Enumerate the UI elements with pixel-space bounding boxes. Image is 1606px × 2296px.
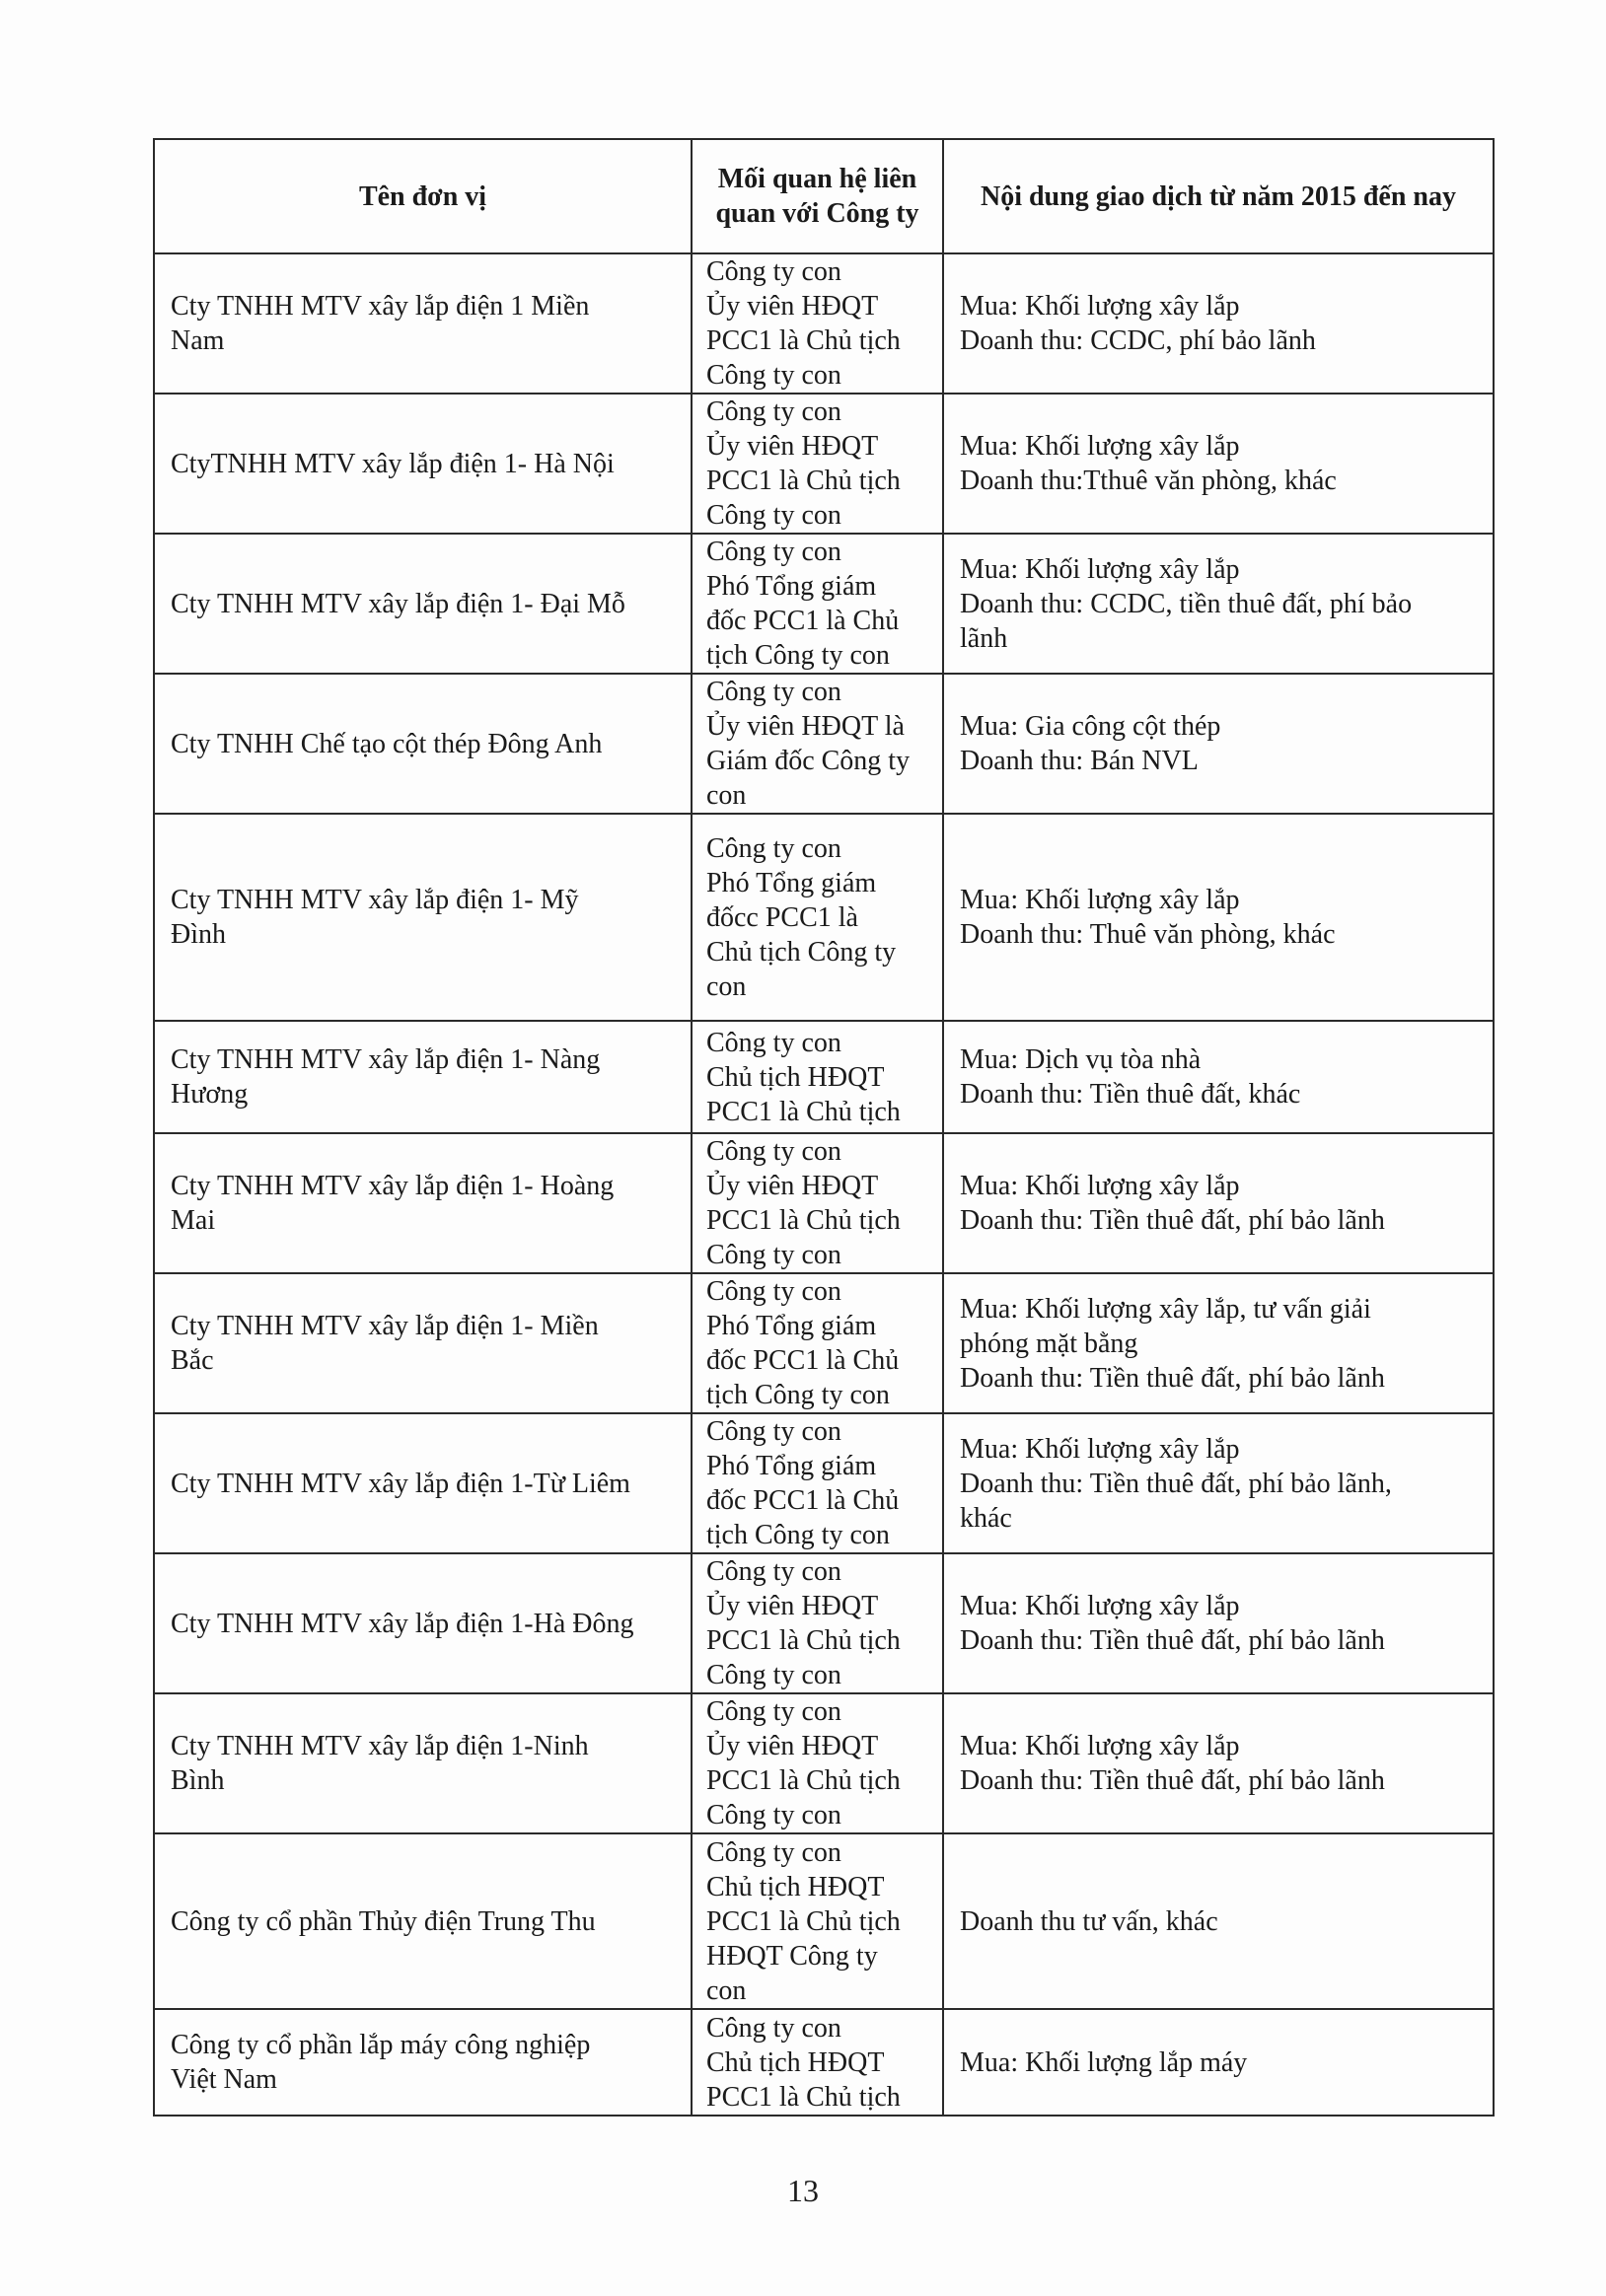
cell-relationship: Công ty con Ủy viên HĐQT PCC1 là Chủ tịch Công ty con [692,1693,943,1833]
cell-transaction: Mua: Khối lượng xây lắp Doanh thu:Tthuê văn phòng, khác [943,394,1494,534]
table-row [154,534,1494,674]
cell-transaction: Mua: Khối lượng xây lắp, tư vấn giải phóng mặt bằng Doanh thu: Tiền thuê đất, phí bảo lãnh [943,1273,1494,1413]
cell-relationship: Công ty con Ủy viên HĐQT PCC1 là Chủ tịch Công ty con [692,394,943,534]
cell-relationship: Công ty con Ủy viên HĐQT PCC1 là Chủ tịch Công ty con [692,1553,943,1693]
cell-transaction: Doanh thu tư vấn, khác [943,1833,1494,2009]
cell-relationship: Công ty con Chủ tịch HĐQT PCC1 là Chủ tịch [692,2009,943,2116]
table-row [154,394,1494,534]
cell-unit-name: Cty TNHH MTV xây lắp điện 1-Ninh Bình [154,1693,692,1833]
table-row [154,1553,1494,1693]
cell-unit-name: Cty TNHH MTV xây lắp điện 1- Miền Bắc [154,1273,692,1413]
table-row [154,2009,1494,2116]
cell-relationship: Công ty con Phó Tổng giám đốcc PCC1 là Chủ tịch Công ty con [692,814,943,1021]
cell-unit-name: Cty TNHH MTV xây lắp điện 1-Hà Đông [154,1553,692,1693]
cell-transaction: Mua: Khối lượng xây lắp Doanh thu: CCDC, phí bảo lãnh [943,253,1494,394]
cell-relationship: Công ty con Ủy viên HĐQT PCC1 là Chủ tịch Công ty con [692,1133,943,1273]
table-row [154,1413,1494,1553]
cell-unit-name: Cty TNHH MTV xây lắp điện 1 Miền Nam [154,253,692,394]
cell-transaction: Mua: Khối lượng xây lắp Doanh thu: Tiền thuê đất, phí bảo lãnh [943,1693,1494,1833]
cell-unit-name: Cty TNHH MTV xây lắp điện 1- Đại Mỗ [154,534,692,674]
cell-transaction: Mua: Khối lượng xây lắp Doanh thu: CCDC, tiền thuê đất, phí bảo lãnh [943,534,1494,674]
cell-transaction: Mua: Khối lượng lắp máy [943,2009,1494,2116]
cell-unit-name: Cty TNHH MTV xây lắp điện 1- Nàng Hương [154,1021,692,1133]
cell-unit-name: Cty TNHH MTV xây lắp điện 1- Mỹ Đình [154,814,692,1021]
header-relationship: Mối quan hệ liên quan với Công ty [692,139,943,253]
cell-transaction: Mua: Khối lượng xây lắp Doanh thu: Tiền thuê đất, phí bảo lãnh, khác [943,1413,1494,1553]
cell-unit-name: Cty TNHH Chế tạo cột thép Đông Anh [154,674,692,814]
cell-unit-name: Công ty cổ phần Thủy điện Trung Thu [154,1833,692,2009]
table-row [154,674,1494,814]
cell-relationship: Công ty con Ủy viên HĐQT là Giám đốc Công ty con [692,674,943,814]
header-transaction: Nội dung giao dịch từ năm 2015 đến nay [943,139,1494,253]
cell-relationship: Công ty con Chủ tịch HĐQT PCC1 là Chủ tịch HĐQT Công ty con [692,1833,943,2009]
page-number: 13 [787,2173,819,2208]
cell-relationship: Công ty con Phó Tổng giám đốc PCC1 là Chủ tịch Công ty con [692,534,943,674]
cell-unit-name: Công ty cổ phần lắp máy công nghiệp Việt Nam [154,2009,692,2116]
cell-relationship: Công ty con Chủ tịch HĐQT PCC1 là Chủ tịch [692,1021,943,1133]
cell-relationship: Công ty con Ủy viên HĐQT PCC1 là Chủ tịch Công ty con [692,253,943,394]
table-row [154,1133,1494,1273]
related-party-table [153,138,1495,2117]
table-row [154,253,1494,394]
table-row [154,1693,1494,1833]
cell-unit-name: Cty TNHH MTV xây lắp điện 1- Hoàng Mai [154,1133,692,1273]
cell-transaction: Mua: Gia công cột thép Doanh thu: Bán NVL [943,674,1494,814]
table-row [154,1833,1494,2009]
cell-transaction: Mua: Khối lượng xây lắp Doanh thu: Thuê văn phòng, khác [943,814,1494,1021]
cell-transaction: Mua: Khối lượng xây lắp Doanh thu: Tiền thuê đất, phí bảo lãnh [943,1133,1494,1273]
table-row [154,1273,1494,1413]
cell-relationship: Công ty con Phó Tổng giám đốc PCC1 là Chủ tịch Công ty con [692,1273,943,1413]
cell-transaction: Mua: Dịch vụ tòa nhà Doanh thu: Tiền thuê đất, khác [943,1021,1494,1133]
cell-unit-name: Cty TNHH MTV xây lắp điện 1-Từ Liêm [154,1413,692,1553]
table-header-row [154,139,1494,253]
cell-transaction: Mua: Khối lượng xây lắp Doanh thu: Tiền thuê đất, phí bảo lãnh [943,1553,1494,1693]
cell-relationship: Công ty con Phó Tổng giám đốc PCC1 là Chủ tịch Công ty con [692,1413,943,1553]
table-row [154,1021,1494,1133]
header-unit-name: Tên đơn vị [154,139,692,253]
cell-unit-name: CtyTNHH MTV xây lắp điện 1- Hà Nội [154,394,692,534]
table-row [154,814,1494,1021]
